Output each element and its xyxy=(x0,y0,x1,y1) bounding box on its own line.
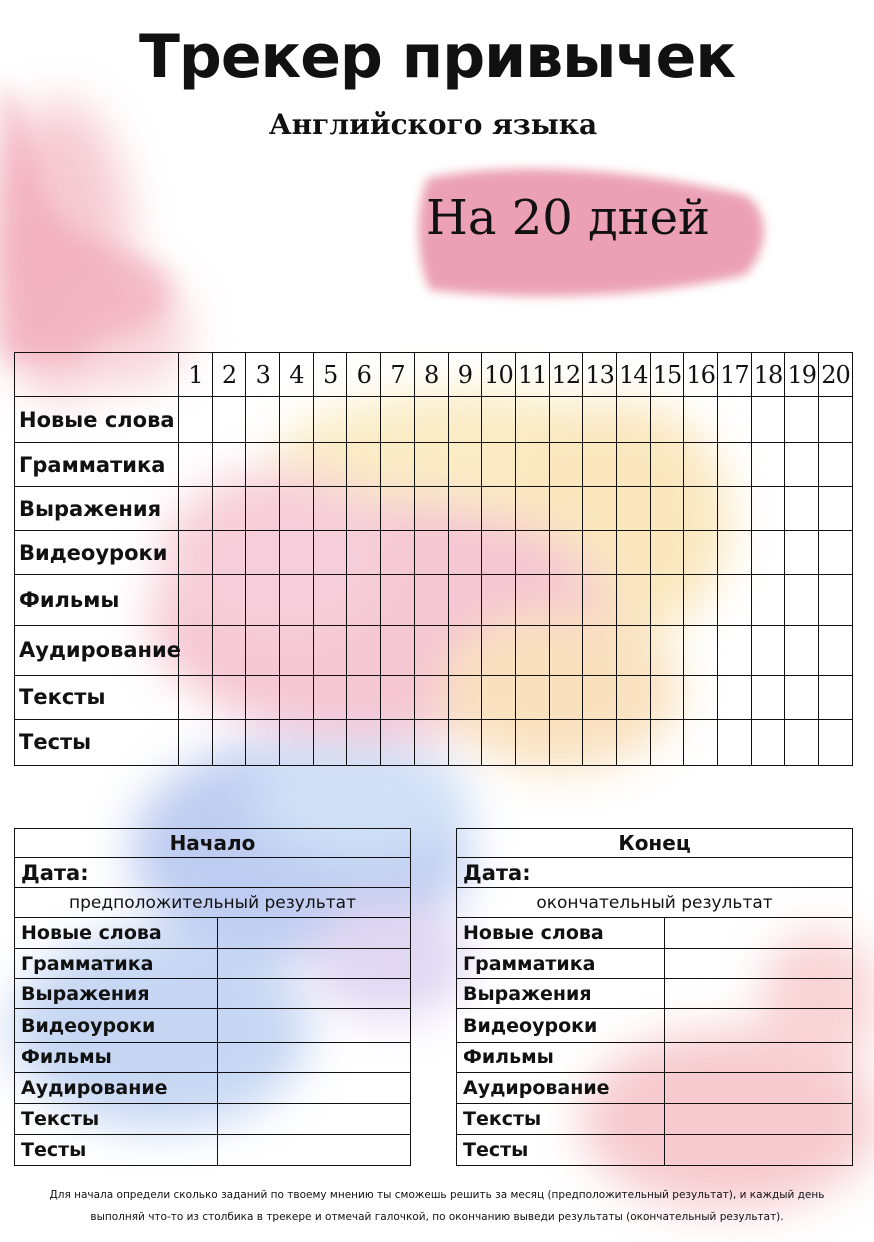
habit-row xyxy=(15,719,853,765)
check-cell[interactable] xyxy=(414,625,448,675)
check-cell[interactable] xyxy=(179,675,213,719)
habit-label: Фильмы xyxy=(15,575,179,625)
check-cell[interactable] xyxy=(751,531,785,575)
end-result-label: Тексты xyxy=(457,1103,665,1134)
day-header: 5 xyxy=(313,353,347,397)
check-cell[interactable] xyxy=(650,443,684,487)
page-title: Трекер привычек xyxy=(138,22,736,92)
check-cell[interactable] xyxy=(347,719,381,765)
habit-label: Тесты xyxy=(15,719,179,765)
check-cell[interactable] xyxy=(718,575,752,625)
check-cell[interactable] xyxy=(515,625,549,675)
check-cell[interactable] xyxy=(785,625,819,675)
end-date-label[interactable]: Дата: xyxy=(457,858,853,888)
start-result-row xyxy=(15,1134,411,1165)
check-cell[interactable] xyxy=(414,443,448,487)
end-result-value-cell[interactable] xyxy=(665,1134,853,1165)
habit-label: Новые слова xyxy=(15,397,179,443)
check-cell[interactable] xyxy=(482,531,516,575)
start-result-label: Грамматика xyxy=(15,949,218,979)
check-cell[interactable] xyxy=(819,675,853,719)
check-cell[interactable] xyxy=(212,531,246,575)
check-cell[interactable] xyxy=(212,719,246,765)
day-header: 8 xyxy=(414,353,448,397)
day-header: 12 xyxy=(549,353,583,397)
check-cell[interactable] xyxy=(280,487,314,531)
day-header: 19 xyxy=(785,353,819,397)
day-header: 15 xyxy=(650,353,684,397)
check-cell[interactable] xyxy=(414,575,448,625)
check-cell[interactable] xyxy=(515,397,549,443)
end-result-label: Грамматика xyxy=(457,949,665,979)
habit-row xyxy=(15,487,853,531)
end-result-row xyxy=(457,1072,853,1103)
end-result-value-cell[interactable] xyxy=(665,1072,853,1103)
check-cell[interactable] xyxy=(583,487,617,531)
check-cell[interactable] xyxy=(549,675,583,719)
instructions-line-2: выполняй что-то из столбика в трекере и отмечай галочкой, по окончанию выведи результаты (окончательный результат). xyxy=(90,1211,784,1223)
check-cell[interactable] xyxy=(482,397,516,443)
end-result-label: окончательный результат xyxy=(457,888,853,918)
habit-label: Выражения xyxy=(15,487,179,531)
start-result-row xyxy=(15,949,411,979)
check-cell[interactable] xyxy=(448,397,482,443)
check-cell[interactable] xyxy=(212,575,246,625)
check-cell[interactable] xyxy=(482,575,516,625)
start-result-label: предположительный результат xyxy=(15,888,411,918)
check-cell[interactable] xyxy=(313,575,347,625)
day-header: 13 xyxy=(583,353,617,397)
check-cell[interactable] xyxy=(684,397,718,443)
start-results-table xyxy=(14,828,411,1166)
check-cell[interactable] xyxy=(381,397,415,443)
instructions-footer xyxy=(30,1184,844,1228)
start-result-label: Выражения xyxy=(15,979,218,1009)
day-header: 17 xyxy=(718,353,752,397)
check-cell[interactable] xyxy=(246,625,280,675)
check-cell[interactable] xyxy=(246,531,280,575)
check-cell[interactable] xyxy=(448,487,482,531)
check-cell[interactable] xyxy=(246,675,280,719)
check-cell[interactable] xyxy=(785,487,819,531)
check-cell[interactable] xyxy=(448,719,482,765)
end-result-label: Аудирование xyxy=(457,1072,665,1103)
check-cell[interactable] xyxy=(414,397,448,443)
check-cell[interactable] xyxy=(381,487,415,531)
check-cell[interactable] xyxy=(583,443,617,487)
day-header: 20 xyxy=(819,353,853,397)
check-cell[interactable] xyxy=(583,531,617,575)
check-cell[interactable] xyxy=(482,443,516,487)
end-result-row xyxy=(457,1042,853,1072)
check-cell[interactable] xyxy=(347,575,381,625)
check-cell[interactable] xyxy=(751,675,785,719)
day-header: 11 xyxy=(515,353,549,397)
end-result-row xyxy=(457,1134,853,1165)
check-cell[interactable] xyxy=(482,675,516,719)
check-cell[interactable] xyxy=(515,531,549,575)
check-cell[interactable] xyxy=(650,531,684,575)
check-cell[interactable] xyxy=(347,625,381,675)
check-cell[interactable] xyxy=(819,443,853,487)
check-cell[interactable] xyxy=(684,487,718,531)
end-result-row xyxy=(457,979,853,1009)
check-cell[interactable] xyxy=(549,531,583,575)
start-result-label: Фильмы xyxy=(15,1042,218,1072)
start-result-row xyxy=(15,1072,411,1103)
check-cell[interactable] xyxy=(718,625,752,675)
check-cell[interactable] xyxy=(751,625,785,675)
check-cell[interactable] xyxy=(785,397,819,443)
start-result-label: Тексты xyxy=(15,1103,218,1134)
check-cell[interactable] xyxy=(212,397,246,443)
start-result-label: Аудирование xyxy=(15,1072,218,1103)
start-result-row xyxy=(15,1009,411,1042)
check-cell[interactable] xyxy=(819,625,853,675)
check-cell[interactable] xyxy=(785,719,819,765)
check-cell[interactable] xyxy=(212,443,246,487)
start-result-row xyxy=(15,1103,411,1134)
end-result-label: Тесты xyxy=(457,1134,665,1165)
end-result-value-cell[interactable] xyxy=(665,1009,853,1042)
end-result-label: Видеоуроки xyxy=(457,1009,665,1042)
check-cell[interactable] xyxy=(414,487,448,531)
check-cell[interactable] xyxy=(718,443,752,487)
check-cell[interactable] xyxy=(179,719,213,765)
check-cell[interactable] xyxy=(246,487,280,531)
check-cell[interactable] xyxy=(718,531,752,575)
check-cell[interactable] xyxy=(381,443,415,487)
check-cell[interactable] xyxy=(313,487,347,531)
day-header: 10 xyxy=(482,353,516,397)
check-cell[interactable] xyxy=(246,719,280,765)
check-cell[interactable] xyxy=(718,675,752,719)
check-cell[interactable] xyxy=(482,719,516,765)
check-cell[interactable] xyxy=(549,575,583,625)
check-cell[interactable] xyxy=(650,487,684,531)
check-cell[interactable] xyxy=(583,625,617,675)
check-cell[interactable] xyxy=(785,575,819,625)
check-cell[interactable] xyxy=(650,397,684,443)
check-cell[interactable] xyxy=(212,675,246,719)
check-cell[interactable] xyxy=(718,397,752,443)
check-cell[interactable] xyxy=(414,531,448,575)
check-cell[interactable] xyxy=(280,625,314,675)
check-cell[interactable] xyxy=(448,625,482,675)
check-cell[interactable] xyxy=(684,531,718,575)
start-result-value-cell[interactable] xyxy=(218,979,411,1009)
check-cell[interactable] xyxy=(650,575,684,625)
day-header: 6 xyxy=(347,353,381,397)
check-cell[interactable] xyxy=(583,675,617,719)
check-cell[interactable] xyxy=(751,575,785,625)
check-cell[interactable] xyxy=(381,575,415,625)
end-heading: Конец xyxy=(457,829,853,858)
start-result-row xyxy=(15,918,411,949)
check-cell[interactable] xyxy=(785,531,819,575)
check-cell[interactable] xyxy=(212,487,246,531)
check-cell[interactable] xyxy=(549,443,583,487)
start-result-label: Новые слова xyxy=(15,918,218,949)
check-cell[interactable] xyxy=(313,531,347,575)
check-cell[interactable] xyxy=(212,625,246,675)
check-cell[interactable] xyxy=(583,719,617,765)
habit-label: Грамматика xyxy=(15,443,179,487)
check-cell[interactable] xyxy=(616,397,650,443)
end-results-table xyxy=(456,828,853,1166)
check-cell[interactable] xyxy=(819,719,853,765)
check-cell[interactable] xyxy=(280,675,314,719)
check-cell[interactable] xyxy=(684,675,718,719)
end-result-value-cell[interactable] xyxy=(665,1103,853,1134)
check-cell[interactable] xyxy=(751,397,785,443)
end-result-row xyxy=(457,1103,853,1134)
start-result-label: Тесты xyxy=(15,1134,218,1165)
end-result-label: Выражения xyxy=(457,979,665,1009)
check-cell[interactable] xyxy=(684,575,718,625)
check-cell[interactable] xyxy=(819,575,853,625)
day-header: 3 xyxy=(246,353,280,397)
check-cell[interactable] xyxy=(280,397,314,443)
habit-row xyxy=(15,575,853,625)
check-cell[interactable] xyxy=(515,675,549,719)
check-cell[interactable] xyxy=(381,625,415,675)
check-cell[interactable] xyxy=(448,675,482,719)
day-header: 14 xyxy=(616,353,650,397)
check-cell[interactable] xyxy=(549,487,583,531)
start-result-label: Видеоуроки xyxy=(15,1009,218,1042)
check-cell[interactable] xyxy=(650,675,684,719)
check-cell[interactable] xyxy=(751,443,785,487)
end-result-value-cell[interactable] xyxy=(665,1042,853,1072)
habit-row xyxy=(15,675,853,719)
day-header: 4 xyxy=(280,353,314,397)
check-cell[interactable] xyxy=(751,487,785,531)
end-result-label: Фильмы xyxy=(457,1042,665,1072)
start-result-value-cell[interactable] xyxy=(218,1009,411,1042)
end-result-row xyxy=(457,1009,853,1042)
check-cell[interactable] xyxy=(179,575,213,625)
check-cell[interactable] xyxy=(785,443,819,487)
check-cell[interactable] xyxy=(718,719,752,765)
day-header: 16 xyxy=(684,353,718,397)
check-cell[interactable] xyxy=(684,719,718,765)
start-result-value-cell[interactable] xyxy=(218,1072,411,1103)
start-result-value-cell[interactable] xyxy=(218,1042,411,1072)
day-header-row xyxy=(15,353,853,397)
start-result-row xyxy=(15,979,411,1009)
start-result-value-cell[interactable] xyxy=(218,949,411,979)
instructions-line-1: Для начала определи сколько заданий по твоему мнению ты сможешь решить за месяц (предположительный результат), и каждый день xyxy=(49,1189,825,1201)
check-cell[interactable] xyxy=(549,397,583,443)
check-cell[interactable] xyxy=(583,575,617,625)
check-cell[interactable] xyxy=(616,443,650,487)
habit-row xyxy=(15,625,853,675)
check-cell[interactable] xyxy=(381,531,415,575)
check-cell[interactable] xyxy=(448,443,482,487)
check-cell[interactable] xyxy=(246,443,280,487)
corner-cell xyxy=(15,353,179,397)
check-cell[interactable] xyxy=(751,719,785,765)
check-cell[interactable] xyxy=(280,443,314,487)
end-result-value-cell[interactable] xyxy=(665,949,853,979)
check-cell[interactable] xyxy=(179,625,213,675)
end-result-value-cell[interactable] xyxy=(665,918,853,949)
check-cell[interactable] xyxy=(616,531,650,575)
end-result-row xyxy=(457,918,853,949)
end-result-label: Новые слова xyxy=(457,918,665,949)
day-header: 7 xyxy=(381,353,415,397)
habit-tracker-table xyxy=(14,352,853,766)
check-cell[interactable] xyxy=(684,443,718,487)
check-cell[interactable] xyxy=(313,443,347,487)
check-cell[interactable] xyxy=(179,443,213,487)
check-cell[interactable] xyxy=(819,397,853,443)
habit-row xyxy=(15,531,853,575)
check-cell[interactable] xyxy=(313,397,347,443)
day-header: 18 xyxy=(751,353,785,397)
check-cell[interactable] xyxy=(347,531,381,575)
check-cell[interactable] xyxy=(179,487,213,531)
check-cell[interactable] xyxy=(650,719,684,765)
page-subtitle: Английского языка xyxy=(268,108,598,141)
check-cell[interactable] xyxy=(819,531,853,575)
start-heading: Начало xyxy=(15,829,411,858)
end-result-row xyxy=(457,949,853,979)
check-cell[interactable] xyxy=(482,625,516,675)
check-cell[interactable] xyxy=(280,719,314,765)
check-cell[interactable] xyxy=(616,719,650,765)
end-result-value-cell[interactable] xyxy=(665,979,853,1009)
check-cell[interactable] xyxy=(448,575,482,625)
check-cell[interactable] xyxy=(650,625,684,675)
check-cell[interactable] xyxy=(313,719,347,765)
check-cell[interactable] xyxy=(583,397,617,443)
start-date-label[interactable]: Дата: xyxy=(15,858,411,888)
check-cell[interactable] xyxy=(347,487,381,531)
start-result-value-cell[interactable] xyxy=(218,918,411,949)
check-cell[interactable] xyxy=(280,531,314,575)
check-cell[interactable] xyxy=(515,575,549,625)
check-cell[interactable] xyxy=(347,675,381,719)
day-header: 9 xyxy=(448,353,482,397)
check-cell[interactable] xyxy=(381,719,415,765)
check-cell[interactable] xyxy=(515,719,549,765)
start-result-value-cell[interactable] xyxy=(218,1134,411,1165)
check-cell[interactable] xyxy=(482,487,516,531)
check-cell[interactable] xyxy=(313,675,347,719)
habit-label: Видеоуроки xyxy=(15,531,179,575)
check-cell[interactable] xyxy=(246,397,280,443)
check-cell[interactable] xyxy=(515,487,549,531)
check-cell[interactable] xyxy=(179,397,213,443)
check-cell[interactable] xyxy=(347,397,381,443)
check-cell[interactable] xyxy=(684,625,718,675)
check-cell[interactable] xyxy=(347,443,381,487)
day-header: 1 xyxy=(179,353,213,397)
days-count-label: На 20 дней xyxy=(426,190,711,246)
check-cell[interactable] xyxy=(616,625,650,675)
check-cell[interactable] xyxy=(179,531,213,575)
check-cell[interactable] xyxy=(549,625,583,675)
check-cell[interactable] xyxy=(515,443,549,487)
check-cell[interactable] xyxy=(549,719,583,765)
check-cell[interactable] xyxy=(313,625,347,675)
check-cell[interactable] xyxy=(718,487,752,531)
check-cell[interactable] xyxy=(414,719,448,765)
habit-row xyxy=(15,443,853,487)
check-cell[interactable] xyxy=(616,487,650,531)
check-cell[interactable] xyxy=(616,575,650,625)
habit-label: Аудирование xyxy=(15,625,179,675)
day-header: 2 xyxy=(212,353,246,397)
habit-label: Тексты xyxy=(15,675,179,719)
check-cell[interactable] xyxy=(381,675,415,719)
check-cell[interactable] xyxy=(785,675,819,719)
check-cell[interactable] xyxy=(616,675,650,719)
start-result-row xyxy=(15,1042,411,1072)
check-cell[interactable] xyxy=(448,531,482,575)
check-cell[interactable] xyxy=(414,675,448,719)
check-cell[interactable] xyxy=(280,575,314,625)
start-result-value-cell[interactable] xyxy=(218,1103,411,1134)
check-cell[interactable] xyxy=(246,575,280,625)
check-cell[interactable] xyxy=(819,487,853,531)
habit-row xyxy=(15,397,853,443)
